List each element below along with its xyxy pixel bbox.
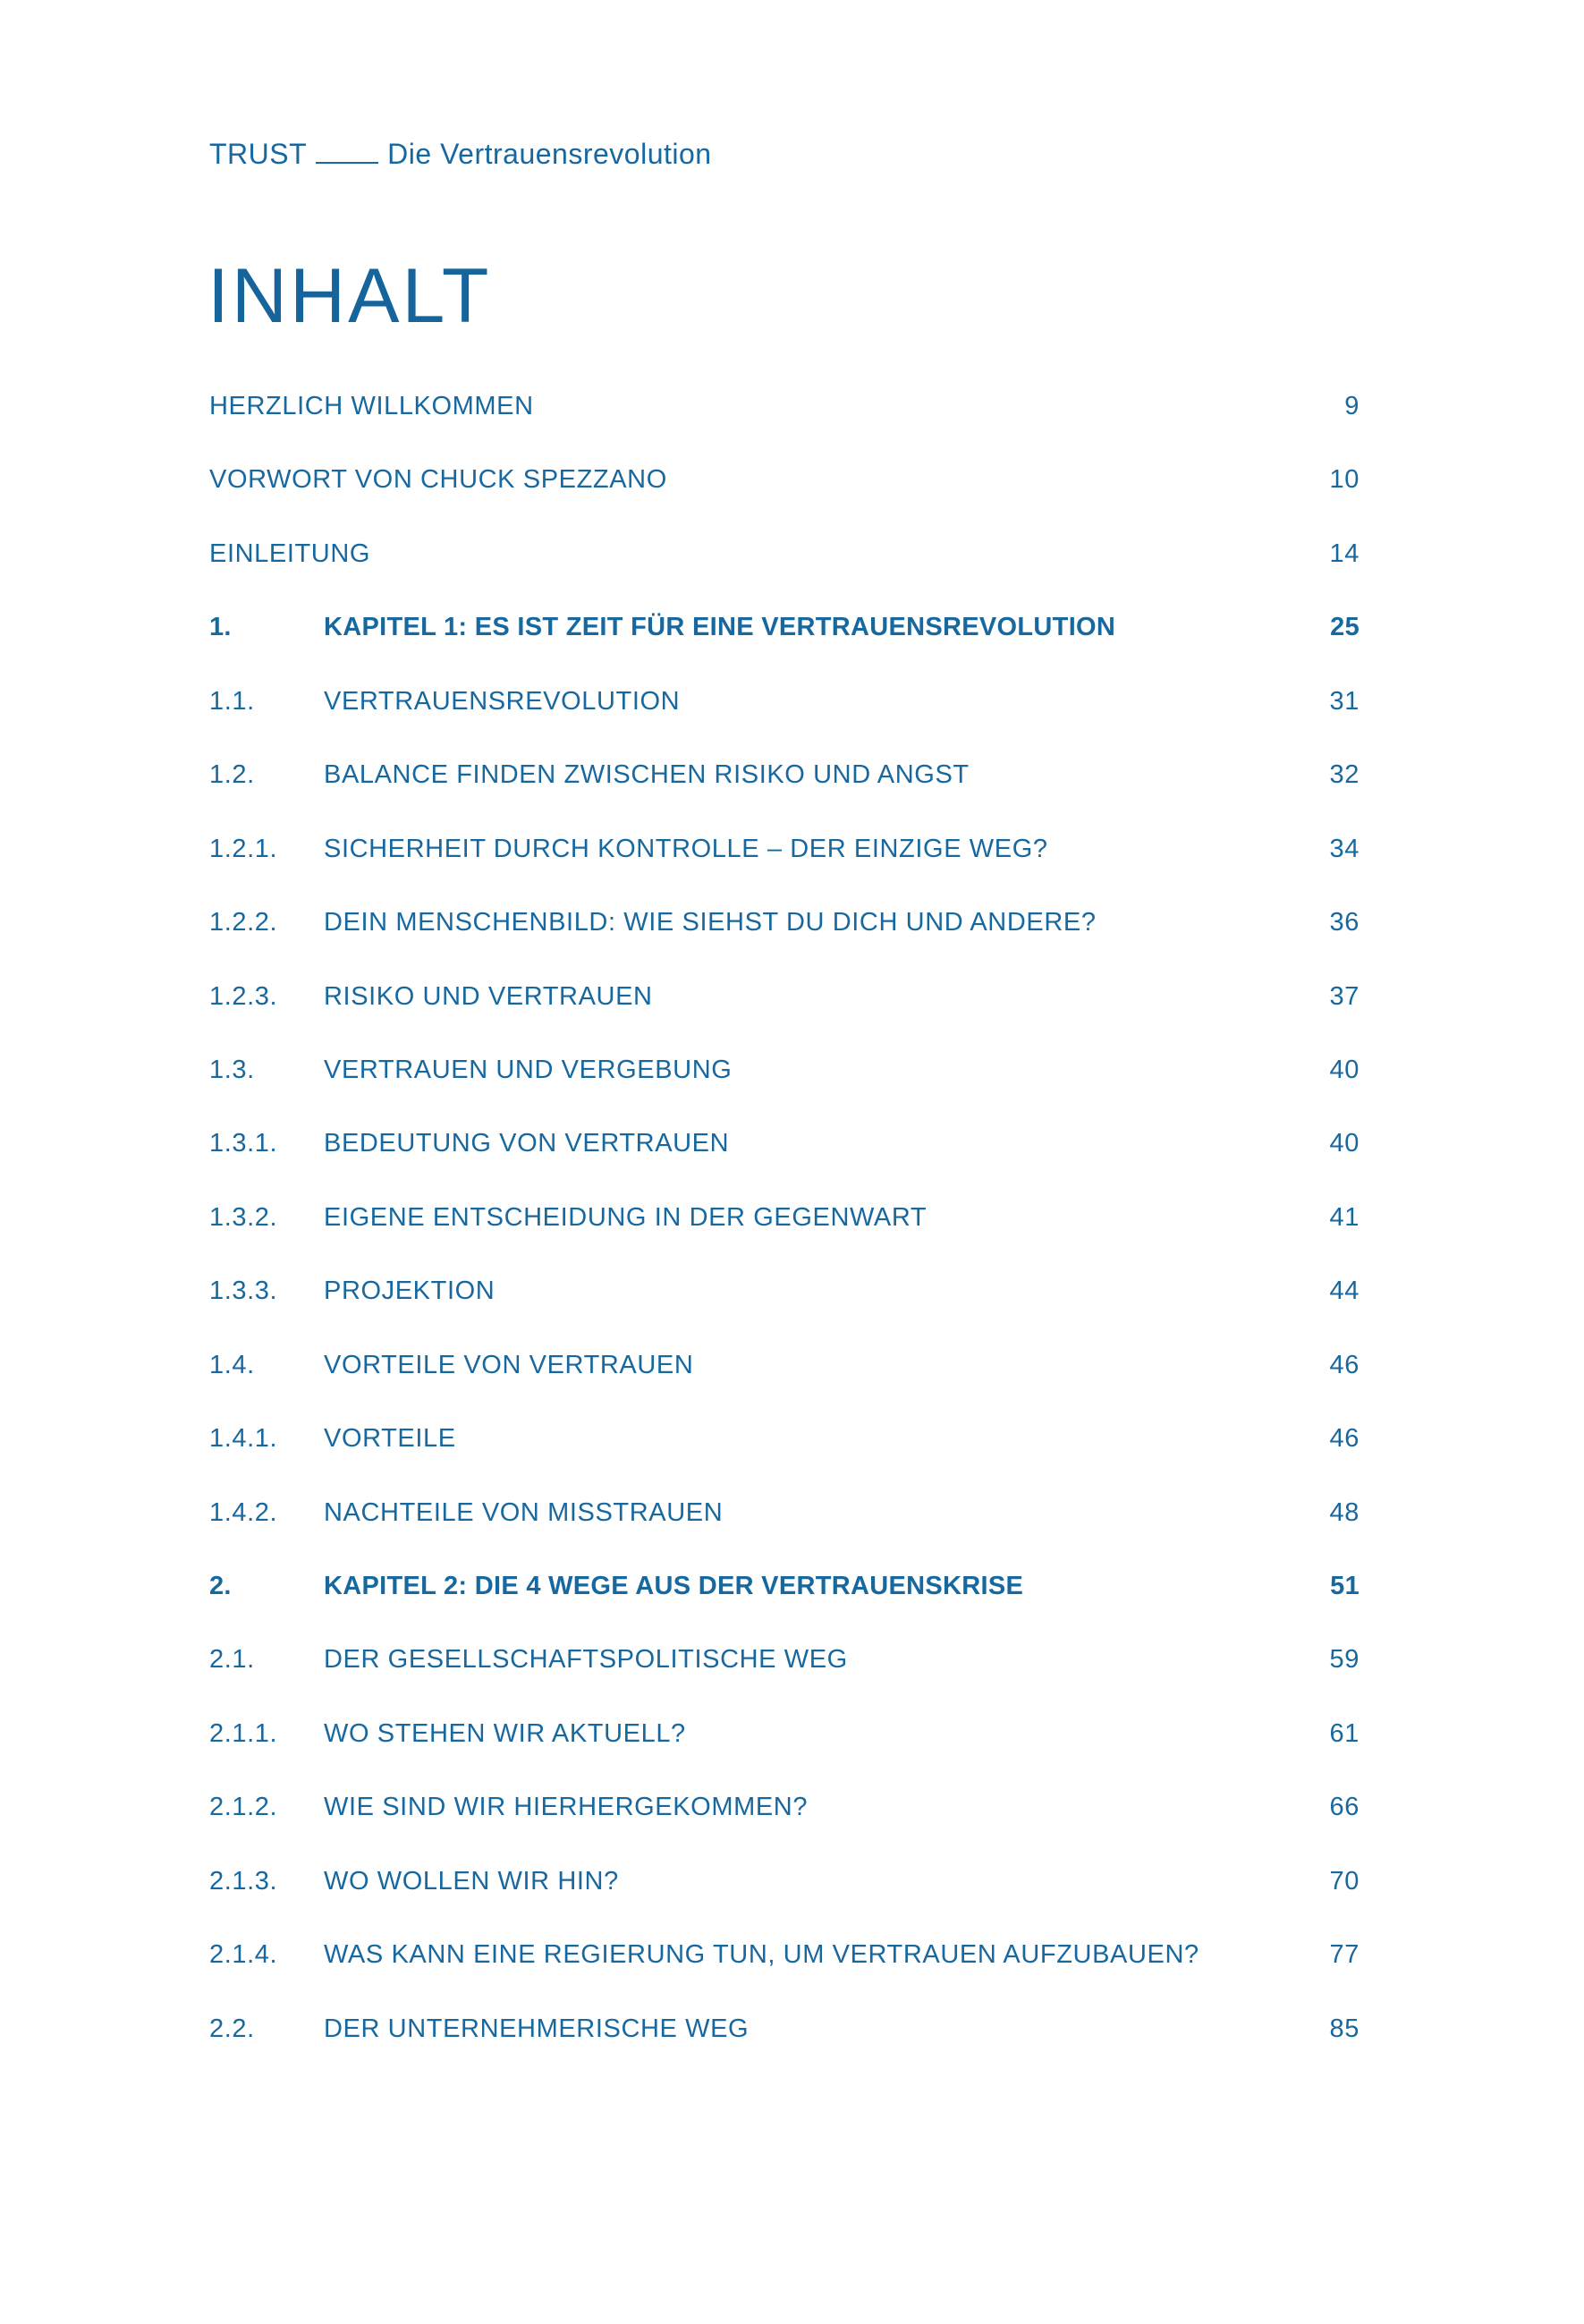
toc-entry-label: DER GESELLSCHAFTSPOLITISCHE WEG	[324, 1645, 848, 1675]
toc-entry[interactable]	[209, 465, 1360, 539]
toc-entry-label: BALANCE FINDEN ZWISCHEN RISIKO UND ANGST	[324, 760, 970, 790]
toc-entry-number: 1.	[209, 613, 232, 642]
toc-entry-number: 1.2.2.	[209, 908, 278, 937]
toc-entry-number: 2.1.1.	[209, 1718, 278, 1748]
toc-entry-page: 46	[1329, 1350, 1360, 1379]
toc-entry-page: 70	[1329, 1866, 1360, 1896]
toc-entry-label: DEIN MENSCHENBILD: WIE SIEHST DU DICH UND ANDERE?	[324, 908, 1097, 937]
toc-entry-label: WO STEHEN WIR AKTUELL?	[324, 1718, 686, 1748]
toc-entry-page: 40	[1329, 1129, 1360, 1158]
toc-entry-label: PROJEKTION	[324, 1277, 496, 1306]
toc-entry-page: 40	[1329, 1055, 1360, 1084]
toc-entry-page: 41	[1329, 1202, 1360, 1232]
toc-entry-label: VORWORT VON CHUCK SPEZZANO	[209, 465, 667, 495]
toc-entry-page: 77	[1329, 1940, 1360, 1970]
toc-entry-label: KAPITEL 1: ES IST ZEIT FÜR EINE VERTRAUENSREVOLUTION	[324, 613, 1116, 642]
toc-entry[interactable]	[209, 1424, 1360, 1497]
toc-entry-label: EINLEITUNG	[209, 539, 371, 568]
book-subtitle: Die Vertrauensrevolution	[387, 138, 712, 170]
toc-entry[interactable]	[209, 687, 1360, 760]
toc-entry-label: SICHERHEIT DURCH KONTROLLE – DER EINZIGE WEG?	[324, 834, 1048, 863]
toc-entry-label: VORTEILE VON VERTRAUEN	[324, 1350, 694, 1379]
toc-entry-number: 1.4.	[209, 1350, 255, 1379]
toc-entry[interactable]	[209, 392, 1360, 465]
toc-entry-label: WIE SIND WIR HIERHERGEKOMMEN?	[324, 1793, 809, 1822]
toc-entry-label: VERTRAUENSREVOLUTION	[324, 686, 681, 716]
toc-entry-label: KAPITEL 2: DIE 4 WEGE AUS DER VERTRAUENSKRISE	[324, 1572, 1024, 1600]
toc-chapter-entry[interactable]	[209, 1572, 1360, 1645]
toc-entry-label: VORTEILE	[324, 1424, 456, 1454]
toc-entry-page: 36	[1329, 908, 1360, 937]
toc-entry-page: 32	[1329, 760, 1360, 790]
toc-entry[interactable]	[209, 1056, 1360, 1129]
book-title: TRUST	[209, 138, 308, 170]
toc-entry-page: 48	[1329, 1497, 1360, 1527]
toc-entry[interactable]	[209, 2014, 1360, 2088]
toc-entry[interactable]	[209, 835, 1360, 908]
toc-entry-number: 1.2.	[209, 760, 255, 790]
toc-entry[interactable]	[209, 1498, 1360, 1572]
toc-entry[interactable]	[209, 1867, 1360, 1940]
toc-entry-page: 51	[1330, 1572, 1360, 1600]
toc-entry-page: 34	[1329, 834, 1360, 863]
toc-entry-number: 2.1.	[209, 1645, 255, 1675]
toc-entry[interactable]	[209, 1645, 1360, 1718]
toc-entry-number: 1.3.	[209, 1055, 255, 1084]
toc-entry-number: 1.4.1.	[209, 1424, 278, 1454]
toc-entry[interactable]	[209, 1129, 1360, 1202]
toc-entry-number: 1.3.1.	[209, 1129, 278, 1158]
toc-entry-label: EIGENE ENTSCHEIDUNG IN DER GEGENWART	[324, 1202, 928, 1232]
toc-entry-number: 1.3.3.	[209, 1277, 278, 1306]
toc-entry-page: 59	[1329, 1645, 1360, 1675]
toc-entry-number: 2.1.4.	[209, 1940, 278, 1970]
toc-entry[interactable]	[209, 539, 1360, 613]
toc-chapter-entry[interactable]	[209, 613, 1360, 686]
table-of-contents	[209, 392, 1360, 2088]
toc-entry-number: 1.3.2.	[209, 1202, 278, 1232]
toc-entry-number: 2.1.3.	[209, 1866, 278, 1896]
toc-entry-label: HERZLICH WILLKOMMEN	[209, 392, 534, 420]
toc-entry-number: 1.2.1.	[209, 834, 278, 863]
toc-entry-page: 10	[1329, 465, 1360, 495]
running-header	[209, 138, 712, 171]
toc-entry-page: 37	[1329, 981, 1360, 1011]
toc-entry-page: 66	[1329, 1793, 1360, 1822]
toc-entry[interactable]	[209, 760, 1360, 834]
toc-entry[interactable]	[209, 982, 1360, 1056]
toc-entry-page: 25	[1330, 613, 1360, 642]
toc-entry-number: 2.2.	[209, 2014, 255, 2043]
toc-entry-number: 2.	[209, 1572, 232, 1600]
toc-entry[interactable]	[209, 1940, 1360, 2014]
toc-entry-label: WO WOLLEN WIR HIN?	[324, 1866, 619, 1896]
toc-entry-page: 44	[1329, 1277, 1360, 1306]
toc-entry-label: BEDEUTUNG VON VERTRAUEN	[324, 1129, 730, 1158]
toc-entry-label: DER UNTERNEHMERISCHE WEG	[324, 2014, 750, 2043]
toc-entry-page: 14	[1329, 539, 1360, 568]
toc-entry-label: WAS KANN EINE REGIERUNG TUN, UM VERTRAUEN AUFZUBAUEN?	[324, 1940, 1199, 1970]
toc-entry[interactable]	[209, 1203, 1360, 1277]
toc-entry-page: 61	[1329, 1718, 1360, 1748]
header-rule	[316, 162, 378, 164]
toc-entry[interactable]	[209, 1719, 1360, 1793]
toc-entry-number: 1.4.2.	[209, 1497, 278, 1527]
toc-entry-label: RISIKO UND VERTRAUEN	[324, 981, 653, 1011]
toc-entry-number: 2.1.2.	[209, 1793, 278, 1822]
toc-entry-label: NACHTEILE VON MISSTRAUEN	[324, 1497, 724, 1527]
toc-entry-label: VERTRAUEN UND VERGEBUNG	[324, 1055, 733, 1084]
toc-entry-number: 1.2.3.	[209, 981, 278, 1011]
toc-entry-page: 46	[1329, 1424, 1360, 1454]
page-title: INHALT	[208, 253, 492, 339]
toc-entry-page: 31	[1329, 686, 1360, 716]
toc-entry-number: 1.1.	[209, 686, 255, 716]
toc-entry[interactable]	[209, 908, 1360, 981]
toc-entry-page: 9	[1344, 392, 1360, 420]
toc-entry[interactable]	[209, 1351, 1360, 1424]
toc-entry-page: 85	[1329, 2014, 1360, 2043]
toc-entry[interactable]	[209, 1793, 1360, 1866]
toc-entry[interactable]	[209, 1277, 1360, 1350]
